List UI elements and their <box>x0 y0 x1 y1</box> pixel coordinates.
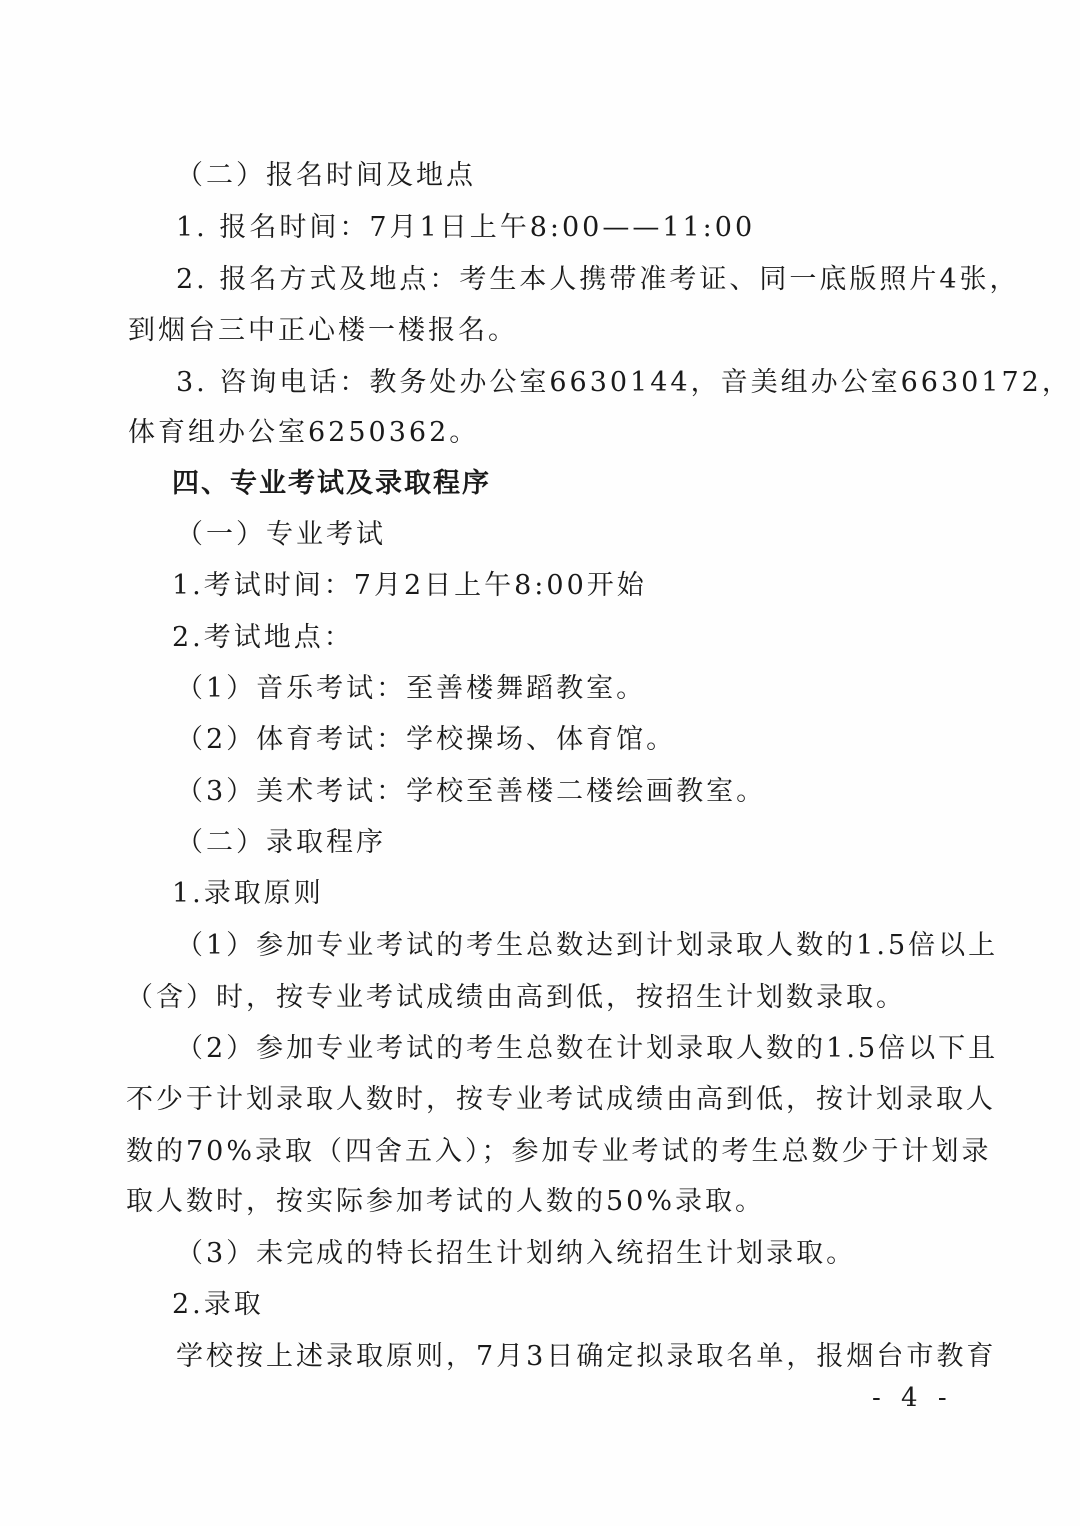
page-number: - 4 - <box>872 1383 953 1413</box>
registration-time: 1. 报名时间：7月1日上午8:00——11:00 <box>176 212 756 243</box>
admission-principle-3: （3）未完成的特长招生计划纳入统招生计划录取。 <box>176 1238 857 1269</box>
admission-principle-2-line-1: （2）参加专业考试的考生总数在计划录取人数的1.5倍以下且 <box>176 1033 999 1064</box>
music-exam-location: （1）音乐考试：至善楼舞蹈教室。 <box>176 673 647 704</box>
exam-time: 1.考试时间：7月2日上午8:00开始 <box>172 570 647 601</box>
consultation-phone-line-2: 体育组办公室6250362。 <box>128 417 480 448</box>
subsection-heading-admission: （二）录取程序 <box>176 827 386 858</box>
section-heading-registration: （二）报名时间及地点 <box>176 160 476 191</box>
subsection-heading-exam: （一）专业考试 <box>176 519 386 550</box>
admission-principle-2-line-3: 数的70%录取（四舍五入）；参加专业考试的考生总数少于计划录 <box>126 1136 992 1167</box>
registration-method-line-1: 2. 报名方式及地点：考生本人携带准考证、同一底版照片4张， <box>176 264 1020 295</box>
admission-description-line-1: 学校按上述录取原则，7月3日确定拟录取名单，报烟台市教育 <box>176 1341 997 1372</box>
art-exam-location: （3）美术考试：学校至善楼二楼绘画教室。 <box>176 776 767 807</box>
exam-location-heading: 2.考试地点： <box>172 622 354 653</box>
admission-principle-1-line-1: （1）参加专业考试的考生总数达到计划录取人数的1.5倍以上 <box>176 930 999 961</box>
sports-exam-location: （2）体育考试：学校操场、体育馆。 <box>176 724 677 755</box>
admission-heading: 2.录取 <box>172 1289 264 1320</box>
admission-principle-2-line-4: 取人数时，按实际参加考试的人数的50%录取。 <box>126 1186 766 1217</box>
admission-principles-heading: 1.录取原则 <box>172 878 324 909</box>
registration-method-line-2: 到烟台三中正心楼一楼报名。 <box>128 315 518 346</box>
section-heading-exam-admission: 四、专业考试及录取程序 <box>172 468 491 499</box>
consultation-phone-line-1: 3. 咨询电话：教务处办公室6630144，音美组办公室6630172， <box>176 367 1072 398</box>
admission-principle-2-line-2: 不少于计划录取人数时，按专业考试成绩由高到低，按计划录取人 <box>126 1084 996 1115</box>
admission-principle-1-line-2: （含）时，按专业考试成绩由高到低，按招生计划数录取。 <box>126 982 906 1013</box>
